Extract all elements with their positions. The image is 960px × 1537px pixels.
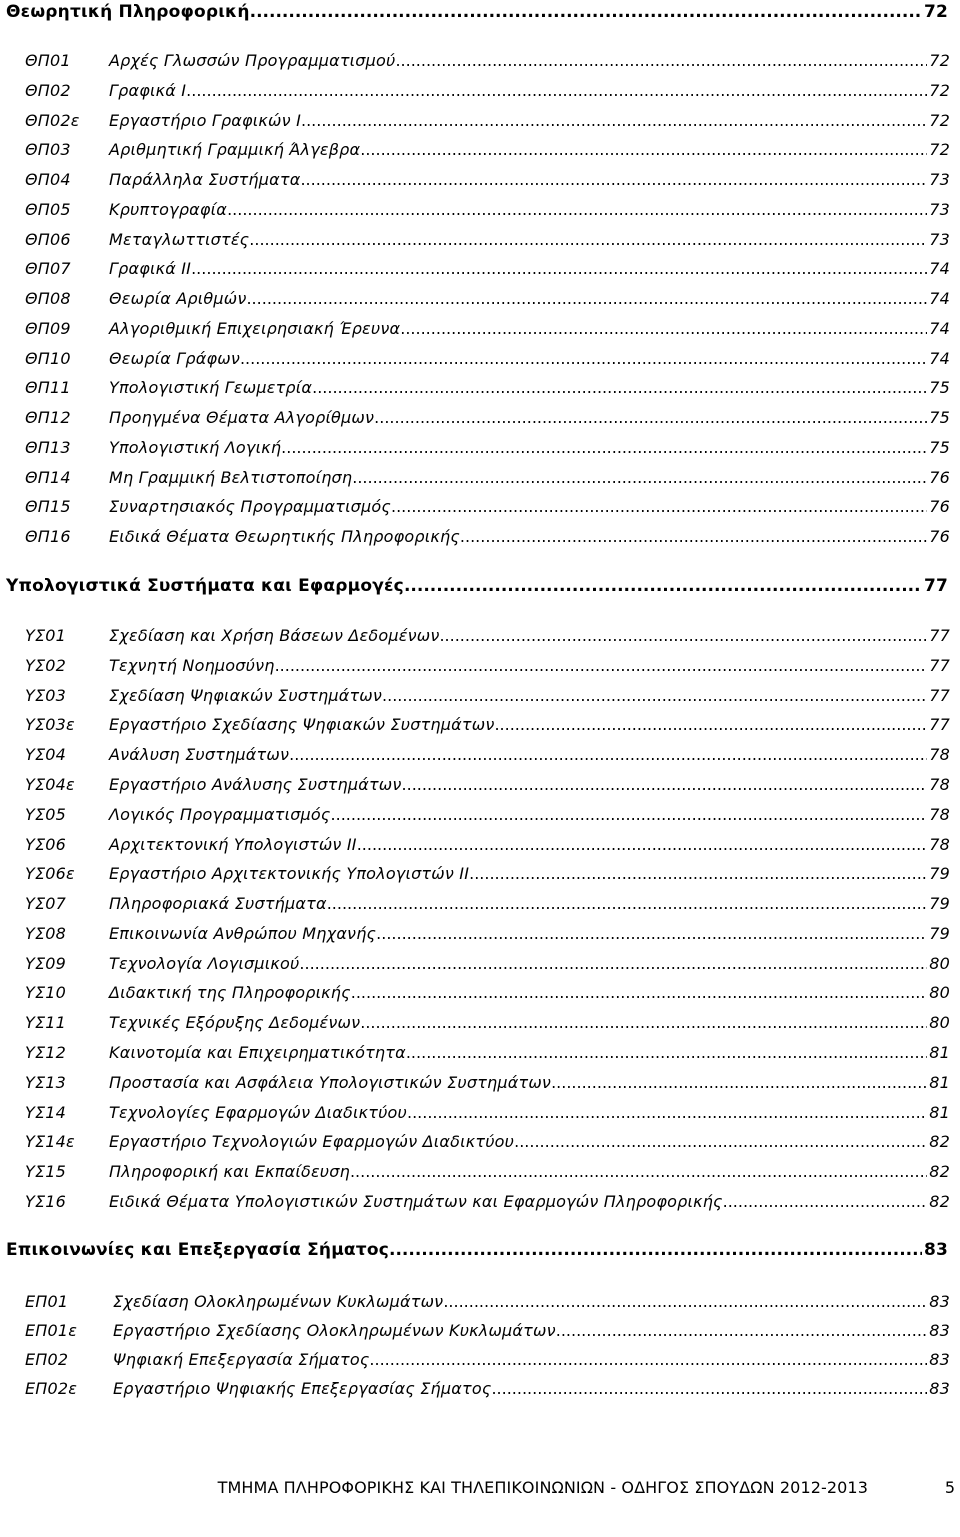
section-heading[interactable]: [0, 576, 960, 596]
entry-page-number: 76: [929, 527, 950, 546]
course-title: Θεωρία Γράφων: [109, 348, 240, 368]
entry-page-number: 82: [929, 1132, 950, 1152]
course-code: ΘΠ15: [25, 497, 71, 517]
course-code: ΥΣ16: [25, 1192, 67, 1211]
entry-page-number: 81: [929, 1072, 950, 1092]
course-title: Ειδικά Θέματα Υπολογιστικών Συστημάτων και Εφαρμογών Πληροφορικής: [109, 1192, 723, 1211]
course-title: Διδακτική της Πληροφορικής: [109, 983, 351, 1003]
course-title: Ειδικά Θέματα Θεωρητικής Πληροφορικής: [109, 527, 460, 546]
dot-leader: [404, 576, 922, 596]
dot-leader: [301, 111, 927, 130]
entry-page-number: 72: [929, 51, 950, 70]
course-code: ΥΣ03ε: [25, 715, 75, 735]
dot-leader: [299, 954, 927, 973]
entry-page-number: 81: [929, 1102, 950, 1122]
course-code: ΘΠ12: [25, 408, 71, 427]
section-page-number: 83: [923, 1240, 948, 1260]
course-title: Παράλληλα Συστήματα: [109, 170, 301, 189]
toc-entry[interactable]: [0, 1013, 960, 1032]
dot-leader: [723, 1192, 928, 1211]
course-code: ΘΠ14: [25, 467, 71, 487]
dot-leader: [249, 230, 927, 249]
entry-page-number: 73: [929, 229, 950, 249]
entry-page-number: 78: [929, 834, 950, 854]
dot-leader: [275, 656, 928, 675]
dot-leader: [395, 51, 927, 70]
toc-entry[interactable]: [0, 954, 960, 973]
course-code: ΕΠ02ε: [25, 1379, 78, 1398]
entry-page-number: 74: [929, 259, 950, 279]
course-code: ΘΠ08: [25, 289, 71, 308]
course-title: Εργαστήριο Σχεδίασης Ψηφιακών Συστημάτων: [109, 715, 495, 735]
course-title: Υπολογιστική Γεωμετρία: [109, 378, 313, 398]
course-code: ΥΣ13: [25, 1072, 67, 1092]
dot-leader: [300, 170, 927, 189]
dot-leader: [491, 1379, 927, 1398]
toc-entry[interactable]: [0, 438, 960, 457]
toc-entry[interactable]: [0, 527, 960, 546]
entry-page-number: 80: [929, 983, 950, 1003]
dot-leader: [191, 259, 927, 278]
course-code: ΥΣ14ε: [25, 1132, 75, 1152]
toc-entry[interactable]: [0, 894, 960, 913]
course-code: ΘΠ05: [25, 199, 71, 219]
entry-page-number: 72: [929, 140, 950, 160]
dot-leader: [369, 1350, 927, 1369]
dot-leader: [312, 378, 927, 397]
course-title: Προστασία και Ασφάλεια Υπολογιστικών Συστημάτων: [109, 1072, 552, 1092]
course-code: ΥΣ05: [25, 804, 67, 824]
course-code: ΘΠ02: [25, 80, 71, 100]
toc-entry[interactable]: [0, 1073, 960, 1092]
toc-entry[interactable]: [0, 715, 960, 734]
dot-leader: [240, 349, 927, 368]
course-title: Ανάλυση Συστημάτων: [109, 745, 290, 765]
course-title: Τεχνικές Εξόρυξης Δεδομένων: [109, 1013, 361, 1033]
course-code: ΘΠ09: [25, 318, 71, 338]
course-title: Ψηφιακή Επεξεργασία Σήματος: [113, 1350, 370, 1369]
course-title: Πληροφορική και Εκπαίδευση: [109, 1162, 350, 1182]
course-title: Εργαστήριο Τεχνολογιών Εφαρμογών Διαδικτύου: [109, 1132, 515, 1152]
section-page-number: 77: [923, 576, 948, 596]
dot-leader: [186, 81, 927, 100]
course-code: ΥΣ02: [25, 655, 67, 675]
toc-entry[interactable]: [0, 170, 960, 189]
course-title: Μεταγλωττιστές: [109, 229, 250, 249]
course-code: ΥΣ06: [25, 834, 67, 854]
toc-entry[interactable]: [0, 1350, 960, 1369]
dot-leader: [250, 2, 922, 22]
dot-leader: [331, 805, 928, 824]
toc-entry[interactable]: [0, 924, 960, 943]
course-code: ΥΣ12: [25, 1043, 67, 1063]
course-title: Τεχνητή Νοημοσύνη: [109, 655, 275, 675]
entry-page-number: 80: [929, 953, 950, 973]
toc-entry[interactable]: [0, 289, 960, 308]
dot-leader: [289, 745, 927, 764]
toc-entry[interactable]: [0, 408, 960, 427]
toc-entry[interactable]: [0, 200, 960, 219]
toc-entry[interactable]: [0, 319, 960, 338]
dot-leader: [360, 1013, 927, 1032]
course-title: Πληροφοριακά Συστήματα: [109, 894, 327, 914]
course-code: ΥΣ04: [25, 745, 67, 765]
section-page-number: 72: [923, 2, 948, 22]
course-code: ΘΠ07: [25, 259, 71, 279]
course-title: Θεωρία Αριθμών: [109, 289, 247, 308]
toc-entry[interactable]: [0, 140, 960, 159]
course-title: Τεχνολογίες Εφαρμογών Διαδικτύου: [109, 1102, 407, 1122]
section-title: Επικοινωνίες και Επεξεργασία Σήματος: [6, 1240, 390, 1260]
dot-leader: [402, 775, 928, 794]
course-title: Υπολογιστική Λογική: [109, 437, 282, 457]
dot-leader: [246, 289, 927, 308]
toc-entry[interactable]: [0, 1103, 960, 1122]
course-title: Προηγμένα Θέματα Αλγορίθμων: [109, 408, 375, 427]
course-code: ΥΣ08: [25, 923, 67, 943]
entry-page-number: 77: [929, 626, 950, 645]
entry-page-number: 83: [929, 1321, 950, 1340]
entry-page-number: 83: [929, 1292, 950, 1311]
course-code: ΥΣ06ε: [25, 864, 75, 884]
toc-entry[interactable]: [0, 259, 960, 278]
course-title: Σχεδίαση Ολοκληρωμένων Κυκλωμάτων: [113, 1292, 444, 1311]
course-title: Εργαστήριο Σχεδίασης Ολοκληρωμένων Κυκλωμάτων: [113, 1321, 556, 1340]
entry-page-number: 76: [929, 497, 950, 517]
course-title: Αριθμητική Γραμμική Άλγεβρα: [109, 140, 361, 160]
toc-entry[interactable]: [0, 745, 960, 764]
entry-page-number: 78: [929, 745, 950, 765]
section-heading[interactable]: [0, 2, 960, 22]
course-title: Κρυπτογραφία: [109, 199, 228, 219]
course-title: Τεχνολογία Λογισμικού: [109, 953, 300, 973]
entry-page-number: 83: [929, 1379, 950, 1398]
entry-page-number: 78: [929, 774, 950, 794]
entry-page-number: 74: [929, 318, 950, 338]
dot-leader: [469, 864, 927, 883]
toc-entry[interactable]: [0, 1043, 960, 1062]
footer-title: ΤΜΗΜΑ ΠΛΗΡΟΦΟΡΙΚΗΣ ΚΑΙ ΤΗΛΕΠΙΚΟΙΝΩΝΙΩΝ - ΟΔΗΓΟΣ ΣΠΟΥΔΩΝ 2012-2013: [217, 1478, 868, 1497]
dot-leader: [382, 686, 927, 705]
section-title: Υπολογιστικά Συστήματα και Εφαρμογές: [6, 576, 404, 596]
entry-page-number: 73: [929, 199, 950, 219]
entry-page-number: 82: [929, 1162, 950, 1182]
entry-page-number: 79: [929, 923, 950, 943]
course-title: Καινοτομία και Επιχειρηματικότητα: [109, 1043, 406, 1063]
entry-page-number: 76: [929, 467, 950, 487]
course-code: ΘΠ06: [25, 229, 71, 249]
dot-leader: [391, 497, 927, 516]
toc-entry[interactable]: [0, 1132, 960, 1151]
toc-entry[interactable]: [0, 835, 960, 854]
course-code: ΘΠ03: [25, 140, 71, 160]
dot-leader: [494, 715, 927, 734]
dot-leader: [327, 894, 928, 913]
entry-page-number: 77: [929, 715, 950, 735]
course-title: Εργαστήριο Ψηφιακής Επεξεργασίας Σήματος: [113, 1379, 492, 1398]
section-heading[interactable]: [0, 1240, 960, 1260]
dot-leader: [351, 983, 927, 1002]
course-title: Σχεδίαση και Χρήση Βάσεων Δεδομένων: [109, 626, 440, 645]
toc-entry[interactable]: [0, 1192, 960, 1211]
course-code: ΕΠ01ε: [25, 1321, 78, 1340]
toc-entry[interactable]: [0, 1379, 960, 1398]
toc-entry[interactable]: [0, 805, 960, 824]
toc-entry[interactable]: [0, 51, 960, 70]
toc-entry[interactable]: [0, 81, 960, 100]
page-footer: [0, 1478, 960, 1500]
entry-page-number: 77: [929, 655, 950, 675]
course-code: ΘΠ04: [25, 170, 71, 189]
toc-entry[interactable]: [0, 656, 960, 675]
course-code: ΥΣ11: [25, 1013, 67, 1033]
toc-entry[interactable]: [0, 497, 960, 516]
dot-leader: [376, 924, 927, 943]
entry-page-number: 78: [929, 804, 950, 824]
course-code: ΥΣ07: [25, 894, 67, 914]
dot-leader: [389, 1240, 922, 1260]
entry-page-number: 75: [929, 378, 950, 398]
entry-page-number: 74: [929, 348, 950, 368]
course-title: Εργαστήριο Γραφικών Ι: [109, 110, 301, 130]
entry-page-number: 74: [929, 289, 950, 308]
course-code: ΕΠ02: [25, 1350, 69, 1369]
course-title: Γραφικά ΙΙ: [109, 259, 192, 279]
toc-entry[interactable]: [0, 1321, 960, 1340]
footer-page-number: 5: [944, 1478, 955, 1497]
entry-page-number: 82: [929, 1192, 950, 1211]
dot-leader: [374, 408, 927, 427]
entry-page-number: 83: [929, 1350, 950, 1369]
dot-leader: [439, 626, 927, 645]
entry-page-number: 72: [929, 80, 950, 100]
dot-leader: [281, 438, 927, 457]
entry-page-number: 72: [929, 110, 950, 130]
course-title: Αλγοριθμική Επιχειρησιακή Έρευνα: [109, 318, 401, 338]
dot-leader: [227, 200, 927, 219]
course-code: ΕΠ01: [25, 1292, 69, 1311]
toc-entry[interactable]: [0, 775, 960, 794]
course-code: ΘΠ01: [25, 51, 71, 70]
dot-leader: [460, 527, 927, 546]
course-title: Εργαστήριο Αρχιτεκτονικής Υπολογιστών ΙΙ: [109, 864, 470, 884]
dot-leader: [406, 1043, 927, 1062]
toc-entry[interactable]: [0, 349, 960, 368]
toc-entry[interactable]: [0, 1292, 960, 1311]
dot-leader: [443, 1292, 927, 1311]
course-title: Σχεδίαση Ψηφιακών Συστημάτων: [109, 685, 383, 705]
section-title: Θεωρητική Πληροφορική: [6, 2, 250, 22]
dot-leader: [514, 1132, 927, 1151]
dot-leader: [551, 1073, 927, 1092]
course-code: ΘΠ11: [25, 378, 71, 398]
toc-entry[interactable]: [0, 378, 960, 397]
dot-leader: [360, 140, 927, 159]
course-title: Αρχιτεκτονική Υπολογιστών ΙΙ: [109, 834, 357, 854]
course-code: ΥΣ04ε: [25, 774, 75, 794]
dot-leader: [352, 468, 927, 487]
course-code: ΥΣ15: [25, 1162, 67, 1182]
course-title: Εργαστήριο Ανάλυσης Συστημάτων: [109, 774, 402, 794]
course-code: ΥΣ03: [25, 685, 67, 705]
toc-entry[interactable]: [0, 1162, 960, 1181]
course-title: Συναρτησιακός Προγραμματισμός: [109, 497, 391, 517]
toc-entry[interactable]: [0, 686, 960, 705]
entry-page-number: 75: [929, 437, 950, 457]
entry-page-number: 73: [929, 170, 950, 189]
course-code: ΥΣ09: [25, 953, 67, 973]
dot-leader: [407, 1103, 927, 1122]
course-code: ΘΠ10: [25, 348, 71, 368]
toc-entry[interactable]: [0, 111, 960, 130]
dot-leader: [556, 1321, 927, 1340]
course-code: ΘΠ02ε: [25, 110, 80, 130]
toc-entry[interactable]: [0, 230, 960, 249]
course-title: Επικοινωνία Ανθρώπου Μηχανής: [109, 923, 377, 943]
toc-entry[interactable]: [0, 864, 960, 883]
entry-page-number: 77: [929, 685, 950, 705]
course-title: Αρχές Γλωσσών Προγραμματισμού: [109, 51, 396, 70]
course-code: ΘΠ13: [25, 437, 71, 457]
entry-page-number: 79: [929, 894, 950, 914]
course-code: ΥΣ10: [25, 983, 67, 1003]
toc-entry[interactable]: [0, 983, 960, 1002]
course-code: ΥΣ01: [25, 626, 67, 645]
dot-leader: [350, 1162, 927, 1181]
course-title: Μη Γραμμική Βελτιστοποίηση: [109, 467, 353, 487]
course-code: ΥΣ14: [25, 1102, 67, 1122]
entry-page-number: 79: [929, 864, 950, 884]
toc-entry[interactable]: [0, 468, 960, 487]
entry-page-number: 80: [929, 1013, 950, 1033]
toc-entry[interactable]: [0, 626, 960, 645]
dot-leader: [400, 319, 927, 338]
course-title: Γραφικά Ι: [109, 80, 187, 100]
course-code: ΘΠ16: [25, 527, 71, 546]
course-title: Λογικός Προγραμματισμός: [109, 804, 331, 824]
entry-page-number: 75: [929, 408, 950, 427]
dot-leader: [357, 835, 928, 854]
entry-page-number: 81: [929, 1043, 950, 1063]
